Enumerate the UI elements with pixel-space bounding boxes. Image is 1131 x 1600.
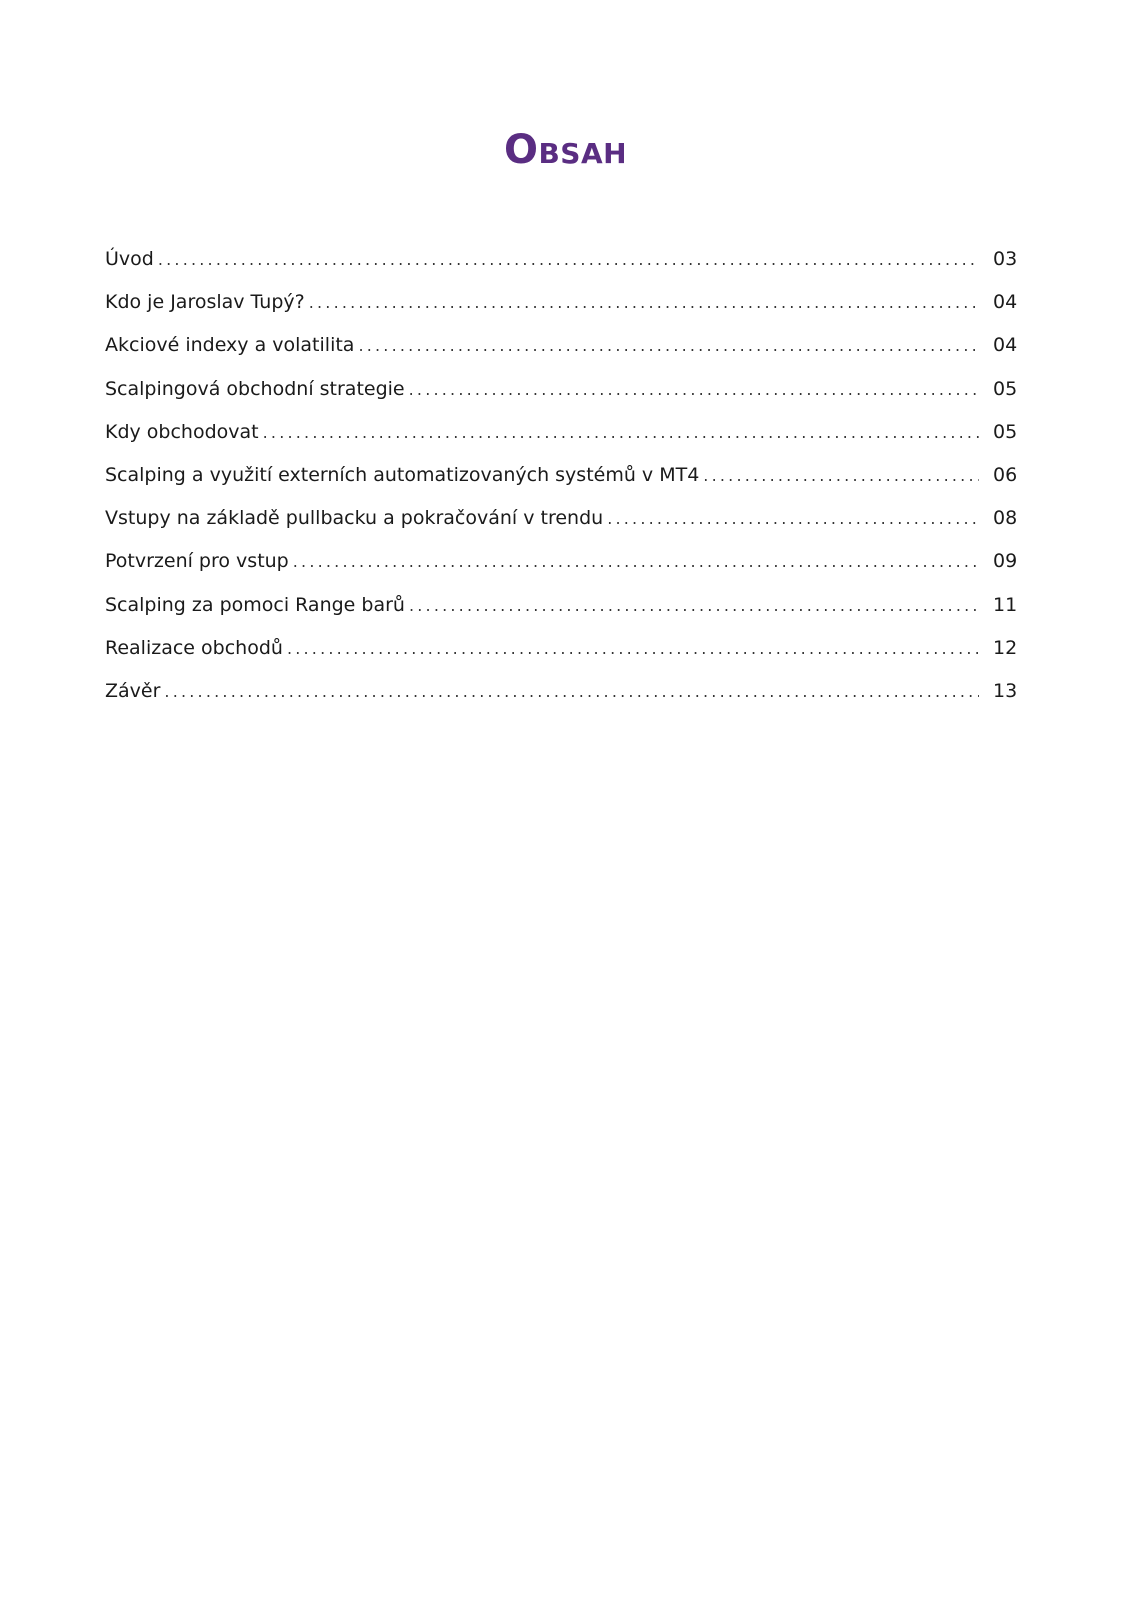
toc-entry-page: 08 — [993, 507, 1018, 530]
toc-entry-label: Realizace obchodů — [105, 636, 283, 659]
toc-leader-dots — [409, 380, 979, 399]
toc-leader-dots — [158, 250, 979, 269]
toc-entry — [105, 421, 1021, 464]
page-title: Obsah — [503, 127, 628, 173]
toc-leader-dots — [263, 423, 979, 442]
table-of-contents — [105, 248, 1021, 723]
toc-entry-page: 09 — [993, 550, 1018, 573]
toc-entry — [105, 291, 1021, 334]
toc-leader-dots — [607, 509, 979, 528]
toc-entry-label: Potvrzení pro vstup — [105, 550, 289, 573]
toc-leader-dots — [164, 682, 979, 701]
toc-leader-dots — [287, 639, 979, 658]
toc-entry-label: Scalping a využití externích automatizovaných systémů v MT4 — [105, 463, 700, 486]
toc-entry-label: Scalpingová obchodní strategie — [105, 377, 405, 400]
toc-leader-dots — [309, 293, 979, 312]
toc-entry-page: 11 — [993, 593, 1018, 616]
toc-entry-label: Vstupy na základě pullbacku a pokračování v trendu — [105, 507, 604, 530]
toc-entry-page: 06 — [993, 463, 1018, 486]
toc-leader-dots — [358, 336, 979, 355]
toc-entry-label: Závěr — [105, 679, 161, 702]
toc-entry-page: 04 — [993, 334, 1018, 357]
toc-leader-dots — [409, 596, 979, 615]
toc-entry-label: Scalping za pomoci Range barů — [105, 593, 405, 616]
toc-entry — [105, 594, 1021, 637]
toc-entry — [105, 378, 1021, 421]
toc-entry — [105, 248, 1021, 291]
toc-entry — [105, 464, 1021, 507]
toc-leader-dots — [703, 466, 979, 485]
toc-entry — [105, 334, 1021, 377]
toc-entry — [105, 637, 1021, 680]
toc-entry — [105, 507, 1021, 550]
toc-entry-page: 05 — [993, 420, 1018, 443]
toc-leader-dots — [293, 552, 979, 571]
toc-entry-label: Kdy obchodovat — [105, 420, 259, 443]
toc-entry — [105, 550, 1021, 593]
toc-entry-label: Úvod — [105, 248, 154, 270]
toc-entry-label: Akciové indexy a volatilita — [105, 334, 355, 357]
toc-entry-page: 04 — [993, 291, 1018, 314]
toc-entry-page: 03 — [993, 248, 1018, 270]
toc-entry-page: 12 — [993, 636, 1018, 659]
toc-entry — [105, 680, 1021, 723]
toc-entry-page: 13 — [993, 679, 1018, 702]
toc-entry-page: 05 — [993, 377, 1018, 400]
toc-entry-label: Kdo je Jaroslav Tupý? — [105, 291, 305, 314]
